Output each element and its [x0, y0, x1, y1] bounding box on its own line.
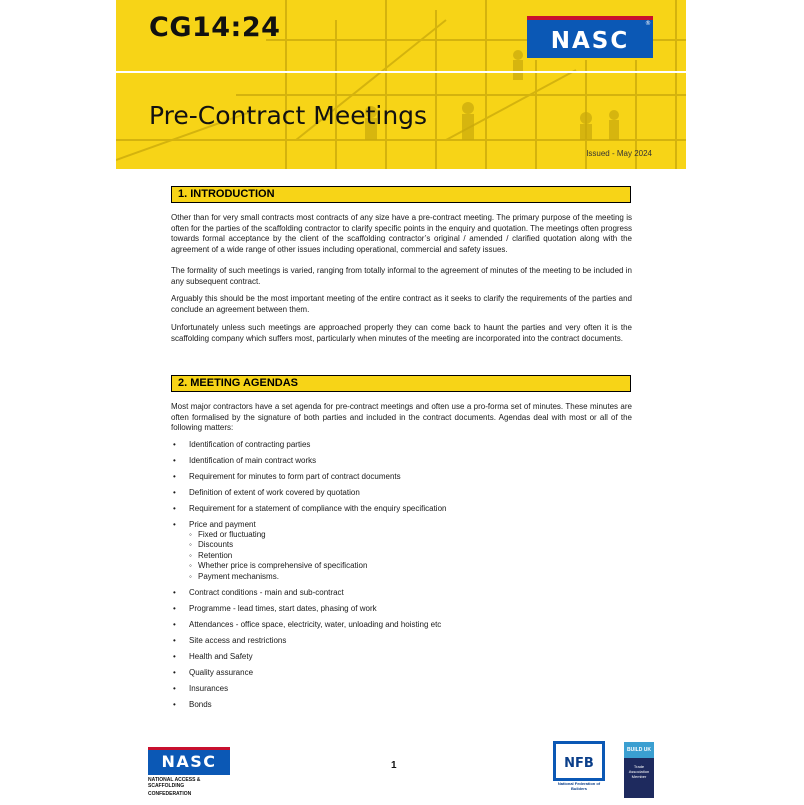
- header-divider: [116, 71, 686, 73]
- document-page: [116, 0, 686, 805]
- agenda-list: [171, 440, 631, 716]
- list-item: • Contract conditions - main and sub-contract: [171, 588, 631, 598]
- nfb-logo-mark: [553, 741, 605, 781]
- section-heading-meeting-agendas: [171, 375, 631, 392]
- nasc-caption-line-2: CONFEDERATION: [148, 791, 192, 797]
- page-title: Pre-Contract Meetings: [149, 101, 428, 130]
- sub-list-item: ◦ Whether price is comprehensive of specification: [189, 561, 631, 571]
- nasc-logo-text: NASC: [550, 28, 630, 54]
- build-uk-label: BUILD UK: [624, 742, 654, 758]
- list-item: • Bonds: [171, 700, 631, 710]
- intro-paragraph-1: Other than for very small contracts most contracts of any size have a pre-contract meeting. The primary purpose of the meeting is often for the parties of the scaffolding contractor to clarify specific points in the enquiry and quotation. The meetings often progress towards formal acceptance by the client of the scaffolding contractor’s original / amended / clarified quotation along with the agreement of a wide range of other issues including operational, commercial and safety issues.: [171, 213, 632, 254]
- list-item: • Site access and restrictions: [171, 636, 631, 646]
- build-uk-line-3: Member: [631, 774, 647, 779]
- list-item: • Programme - lead times, start dates, phasing of work: [171, 604, 631, 614]
- intro-paragraph-4: Unfortunately unless such meetings are approached properly they can come back to haunt the parties and very often it is the scaffolding company which suffers most, particularly when minutes of the meeting are incorporated into the contract documents.: [171, 323, 632, 343]
- footer-nasc-logo: [148, 747, 230, 797]
- build-uk-line-2: Association: [628, 769, 650, 774]
- intro-paragraph-3: Arguably this should be the most important meeting of the entire contract as it seeks to clarify the requirements of the parties and conclude an agreement between them.: [171, 294, 632, 314]
- intro-paragraph-2: The formality of such meetings is varied, ranging from totally informal to the agreement of minutes of the meeting to be included in any subsequent contract.: [171, 266, 632, 286]
- nasc-logo: [527, 16, 653, 58]
- section-heading-text: 1. INTRODUCTION: [178, 188, 275, 200]
- sub-list-item: ◦ Payment mechanisms.: [189, 572, 631, 582]
- sub-list-item: ◦ Discounts: [189, 540, 631, 550]
- nfb-caption: National Federation of Builders: [557, 781, 601, 791]
- nfb-logo: [553, 741, 605, 789]
- sub-list-item: ◦ Fixed or fluctuating: [189, 530, 631, 540]
- build-uk-member-text: [624, 758, 654, 798]
- build-uk-line-1: Trade: [633, 764, 645, 769]
- list-item-label: • Price and payment: [189, 520, 256, 529]
- nfb-logo-text: NFB: [564, 756, 594, 771]
- sub-list: [189, 530, 631, 582]
- list-item: • Identification of contracting parties: [171, 440, 631, 450]
- list-item: • Requirement for a statement of compliance with the enquiry specification: [171, 504, 631, 514]
- page-number: 1: [391, 760, 397, 771]
- agendas-intro-paragraph: Most major contractors have a set agenda for pre-contract meetings and often use a pro-forma set of minutes. These minutes are often formalised by the signature of both parties and included in the contract documents. Agendas deal with most or all of the following matters:: [171, 402, 632, 432]
- document-code: CG14:24: [149, 12, 281, 43]
- list-item: • Health and Safety: [171, 652, 631, 662]
- list-item-price-and-payment: [171, 520, 631, 582]
- list-item: • Attendances - office space, electricity, water, unloading and hoisting etc: [171, 620, 631, 630]
- page-header: [116, 0, 686, 169]
- list-item: • Definition of extent of work covered by quotation: [171, 488, 631, 498]
- registered-mark: ®: [645, 20, 651, 27]
- list-item: • Quality assurance: [171, 668, 631, 678]
- nasc-caption-line-1: NATIONAL ACCESS & SCAFFOLDING: [148, 777, 201, 789]
- sub-list-item: ◦ Retention: [189, 551, 631, 561]
- section-heading-introduction: [171, 186, 631, 203]
- nasc-logo-text: NASC: [148, 747, 230, 775]
- list-item: • Requirement for minutes to form part of contract documents: [171, 472, 631, 482]
- list-item: • Insurances: [171, 684, 631, 694]
- list-item: • Identification of main contract works: [171, 456, 631, 466]
- build-uk-badge: [624, 742, 654, 798]
- issue-date: Issued - May 2024: [586, 149, 652, 158]
- section-heading-text: 2. MEETING AGENDAS: [178, 377, 298, 389]
